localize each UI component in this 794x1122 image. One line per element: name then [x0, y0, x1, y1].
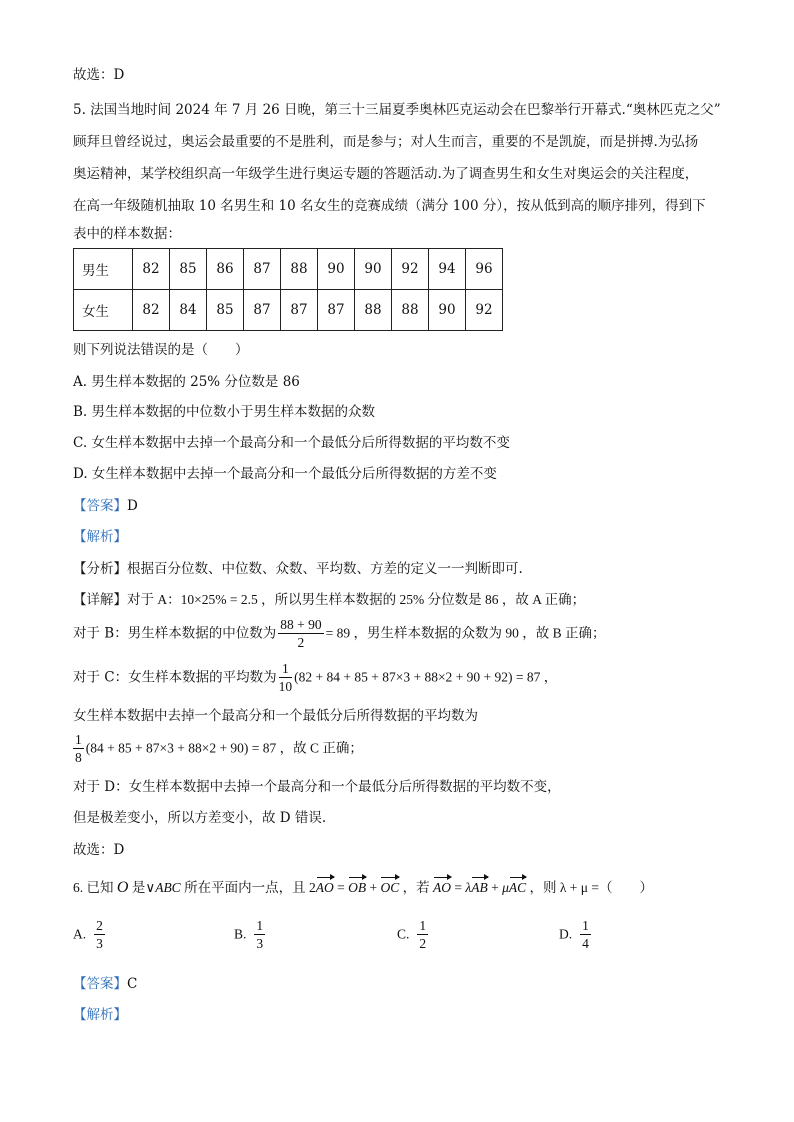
- q6-question: 6. 已知 O 是∨ABC 所在平面内一点，且 2AO = OB + OC ，若 AO = λAB + μAC ，则 λ + μ =（ ）: [73, 876, 653, 897]
- score-table: [73, 248, 503, 331]
- vector-ao: AO: [316, 876, 334, 897]
- q5-prompt: 则下列说法错误的是（ ）: [73, 342, 249, 358]
- lambda-symbol: λ: [465, 880, 472, 895]
- previous-conclusion: 故选：D: [73, 67, 125, 83]
- fraction-numerator: 1: [582, 918, 589, 933]
- table-cell: 87: [244, 290, 281, 331]
- detail-c-post: (82 + 84 + 85 + 87×3 + 88×2 + 90 + 92) = 87 ，: [294, 669, 558, 685]
- point-o: O: [116, 879, 129, 896]
- answer-value: D: [127, 498, 138, 514]
- fraction-denominator: 10: [278, 679, 293, 694]
- fraction-denominator: 3: [256, 936, 264, 951]
- fraction-denominator: 3: [96, 936, 103, 951]
- q6-option-b: [234, 917, 267, 952]
- answer-tag: 【答案】: [73, 976, 127, 992]
- q6-option-d: [559, 917, 593, 952]
- q6-option-c: [397, 917, 430, 952]
- option-label: D.: [559, 926, 573, 942]
- q5-fenxi: [73, 560, 523, 578]
- q6-text-5: ，则: [526, 880, 560, 895]
- detail-c3-post: (84 + 85 + 87×3 + 88×2 + 90) = 87 ，故 C 正确；: [85, 740, 363, 756]
- vector-ab: AB: [471, 876, 488, 897]
- xiangjie-tag: 【详解】: [73, 592, 127, 608]
- table-cell: 94: [429, 249, 466, 290]
- q5-option-b: B. 男生样本数据的中位数小于男生样本数据的众数: [73, 404, 376, 420]
- q5-detail-c2: 女生样本数据中去掉一个最高分和一个最低分后所得数据的平均数为: [73, 708, 478, 724]
- option-fraction: [254, 917, 265, 952]
- q5-text-line-4: 在高一年级随机抽取 10 名男生和 10 名女生的竞赛成绩（满分 100 分），按从低到高的顺序排列，得到下: [73, 198, 706, 214]
- table-cell: 88: [355, 290, 392, 331]
- q5-text-line-1: 5. 法国当地时间 2024 年 7 月 26 日晚，第三十三届夏季奥林匹克运动会在巴黎举行开幕式.“奥林匹克之父”: [73, 102, 721, 118]
- detail-b-fraction: [278, 616, 323, 651]
- table-cell: 90: [355, 249, 392, 290]
- q6-text-2: 是: [128, 880, 146, 895]
- q5-option-d: D. 女生样本数据中去掉一个最高分和一个最低分后所得数据的方差不变: [73, 466, 497, 482]
- q5-text-line-3: 奥运精神，某学校组织高一年级学生进行奥运专题的答题活动.为了调查男生和女生对奥运会的关注程度，: [73, 166, 699, 182]
- option-fraction: [417, 917, 428, 952]
- fenxi-text: 根据百分位数、中位数、众数、平均数、方差的定义一一判断即可.: [127, 561, 523, 577]
- option-label: C.: [397, 926, 410, 942]
- table-cell: 84: [170, 290, 207, 331]
- detail-b-pre: 对于 B：男生样本数据的中位数为: [73, 625, 277, 642]
- q5-option-c: C. 女生样本数据中去掉一个最高分和一个最低分后所得数据的平均数不变: [73, 435, 510, 451]
- fraction-numerator: 1: [75, 732, 82, 747]
- detail-c-pre: 对于 C：女生样本数据的平均数为: [73, 669, 277, 686]
- q5-answer: [73, 497, 138, 515]
- analysis-tag: 【解析】: [73, 1007, 127, 1023]
- q5-conclusion: 故选：D: [73, 842, 125, 858]
- q5-detail-c: [73, 660, 557, 695]
- answer-tag: 【答案】: [73, 498, 127, 514]
- q6-text-3: 所在平面内一点，且: [180, 880, 309, 895]
- table-cell: 92: [466, 290, 503, 331]
- table-cell: 90: [429, 290, 466, 331]
- detail-a-text: 对于 A：10×25% = 2.5 ，所以男生样本数据的 25% 分位数是 86 ，故 A 正确；: [127, 592, 586, 607]
- table-row-male: [74, 249, 503, 290]
- table-cell: 88: [281, 249, 318, 290]
- option-label: B.: [234, 926, 247, 942]
- q5-detail-d1: 对于 D：女生样本数据中去掉一个最高分和一个最低分后所得数据的平均数不变，: [73, 779, 561, 795]
- fraction-denominator: 2: [419, 936, 427, 951]
- table-cell: 96: [466, 249, 503, 290]
- q5-text-line-2: 顾拜旦曾经说过，奥运会最重要的不是胜利，而是参与；对人生而言，重要的不是凯旋，而是拼搏.为弘扬: [73, 134, 699, 150]
- vector-ob: OB: [348, 876, 366, 897]
- answer-value: C: [127, 976, 138, 992]
- q6-text-4: ，若: [399, 880, 433, 895]
- table-cell: 82: [133, 249, 170, 290]
- detail-c-fraction: [279, 660, 293, 695]
- detail-c3-fraction: [73, 731, 84, 766]
- q5-option-a: A. 男生样本数据的 25% 分位数是 86: [73, 374, 300, 390]
- vector-oc: OC: [380, 876, 399, 897]
- vector-ao: AO: [433, 876, 451, 897]
- option-label: A.: [73, 926, 87, 942]
- mu-symbol: μ: [502, 880, 509, 895]
- table-cell: 87: [318, 290, 355, 331]
- table-cell: 87: [281, 290, 318, 331]
- q5-detail-b: [73, 616, 605, 651]
- row-label-female: 女生: [74, 290, 133, 331]
- detail-b-post: = 89 ，男生样本数据的众数为 90 ，故 B 正确；: [325, 625, 606, 641]
- table-cell: 88: [392, 290, 429, 331]
- fraction-denominator: 4: [582, 936, 589, 951]
- condition-coef: 2: [308, 880, 316, 895]
- fenxi-tag: 【分析】: [73, 561, 127, 577]
- table-cell: 85: [207, 290, 244, 331]
- q6-text-1: 6. 已知: [73, 880, 117, 895]
- fraction-numerator: 2: [96, 918, 103, 933]
- q5-detail-c3: [73, 731, 363, 766]
- q6-analysis-heading: [73, 1006, 127, 1024]
- table-cell: 87: [244, 249, 281, 290]
- vector-ac: AC: [509, 876, 526, 897]
- table-cell: 82: [133, 290, 170, 331]
- q6-answer: [73, 975, 137, 993]
- fraction-numerator: 1: [256, 918, 264, 933]
- q6-text-6: λ + μ =（ ）: [559, 880, 654, 895]
- fraction-numerator: 1: [279, 660, 293, 678]
- q5-analysis-heading: [73, 528, 127, 546]
- q5-text-line-5: 表中的样本数据：: [73, 226, 181, 242]
- q5-detail-d2: 但是极差变小，所以方差变小，故 D 错误.: [73, 810, 327, 826]
- analysis-tag: 【解析】: [73, 529, 127, 545]
- table-cell: 85: [170, 249, 207, 290]
- fraction-numerator: 1: [419, 918, 427, 933]
- table-cell: 86: [207, 249, 244, 290]
- q6-option-a: [73, 917, 107, 952]
- table-cell: 90: [318, 249, 355, 290]
- fraction-numerator: 88 + 90: [280, 617, 322, 632]
- fraction-denominator: 8: [75, 750, 82, 765]
- option-fraction: [94, 917, 105, 952]
- q5-detail-a: [73, 591, 585, 609]
- table-row-female: [74, 290, 503, 331]
- option-fraction: [580, 917, 591, 952]
- triangle-abc: ∨ABC: [145, 880, 181, 895]
- fraction-denominator: 2: [297, 635, 305, 650]
- row-label-male: 男生: [74, 249, 133, 290]
- table-cell: 92: [392, 249, 429, 290]
